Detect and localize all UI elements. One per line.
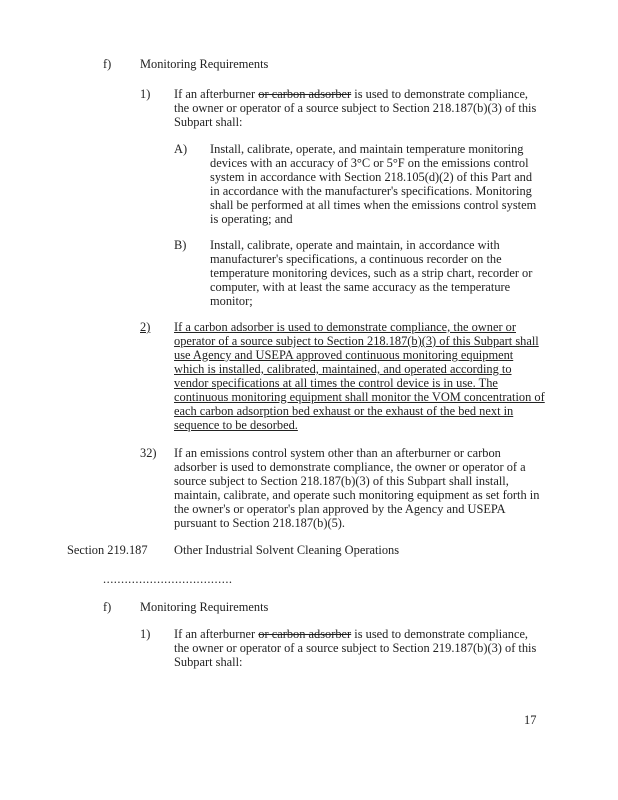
item-A-line: is operating; and xyxy=(210,212,293,226)
item-3-line: maintain, calibrate, and operate such monitoring equipment as set forth in xyxy=(174,488,540,502)
item-1-label: 1) xyxy=(140,87,151,101)
item-f-label: f) xyxy=(103,57,112,71)
item-2-line: use Agency and USEPA approved continuous monitoring equipment xyxy=(174,348,514,362)
item-A-line: devices with an accuracy of 3°C or 5°F on the emissions control xyxy=(210,156,529,170)
page-number: 17 xyxy=(524,713,537,727)
item-2-line: sequence to be desorbed. xyxy=(174,418,298,432)
item-A-line: system in accordance with Section 218.105(d)(2) of this Part and xyxy=(210,170,533,184)
item-1-line1: If an afterburner or carbon adsorber is used to demonstrate compliance, xyxy=(174,87,529,101)
section-title: Other Industrial Solvent Cleaning Operations xyxy=(174,543,400,557)
item-1-line1: If an afterburner or carbon adsorber is used to demonstrate compliance, xyxy=(174,627,529,641)
item-2-line: which is installed, calibrated, maintained, and operated according to xyxy=(174,362,512,376)
item-1-line2: the owner or operator of a source subject to Section 218.187(b)(3) of this xyxy=(174,101,537,115)
struck-text: or carbon adsorber xyxy=(258,627,352,641)
item-A-line: in accordance with the manufacturer's specifications. Monitoring xyxy=(210,184,532,198)
item-A-line: shall be performed at all times when the emissions control system xyxy=(210,198,537,212)
item-3-line: source subject to Section 218.187(b)(3) of this Subpart shall install, xyxy=(174,474,509,488)
item-2-line: If a carbon adsorber is used to demonstrate compliance, the owner or xyxy=(174,320,516,334)
item-1-label: 1) xyxy=(140,627,151,641)
item-f-heading: Monitoring Requirements xyxy=(140,600,269,614)
item-2-label: 2) xyxy=(140,320,151,334)
item-3-label: 32) xyxy=(140,446,157,460)
item-3-line: adsorber is used to demonstrate compliance, the owner or operator of a xyxy=(174,460,526,474)
item-f-label: f) xyxy=(103,600,112,614)
item-B-line: Install, calibrate, operate and maintain, in accordance with xyxy=(210,238,500,252)
item-2-line: operator of a source subject to Section 218.187(b)(3) of this Subpart shall xyxy=(174,334,539,348)
item-f-heading: Monitoring Requirements xyxy=(140,57,269,71)
item-B-line: temperature monitoring devices, such as a strip chart, recorder or xyxy=(210,266,533,280)
item-2-line: vendor specifications at all times the control device is in use. The xyxy=(174,376,498,390)
item-B-line: monitor; xyxy=(210,294,253,308)
item-3-line: If an emissions control system other than an afterburner or carbon xyxy=(174,446,501,460)
ellipsis: .................................... xyxy=(103,572,233,586)
item-3-line: pursuant to Section 218.187(b)(5). xyxy=(174,516,346,530)
item-1-line3: Subpart shall: xyxy=(174,655,243,669)
item-B-line: manufacturer's specifications, a continuous recorder on the xyxy=(210,252,502,266)
item-1-line2: the owner or operator of a source subject to Section 219.187(b)(3) of this xyxy=(174,641,537,655)
item-A-line: Install, calibrate, operate, and maintain temperature monitoring xyxy=(210,142,524,156)
section-label: Section 219.187 xyxy=(67,543,148,557)
item-A-label: A) xyxy=(174,142,188,156)
item-2-line: continuous monitoring equipment shall monitor the VOM concentration of xyxy=(174,390,545,404)
item-B-line: computer, with at least the same accuracy as the temperature xyxy=(210,280,511,294)
item-1-line3: Subpart shall: xyxy=(174,115,243,129)
item-B-label: B) xyxy=(174,238,187,252)
item-3-line: the owner's or operator's plan approved by the Agency and USEPA xyxy=(174,502,506,516)
item-2-line: each carbon adsorption bed exhaust or the exhaust of the bed next in xyxy=(174,404,514,418)
struck-text: or carbon adsorber xyxy=(258,87,352,101)
